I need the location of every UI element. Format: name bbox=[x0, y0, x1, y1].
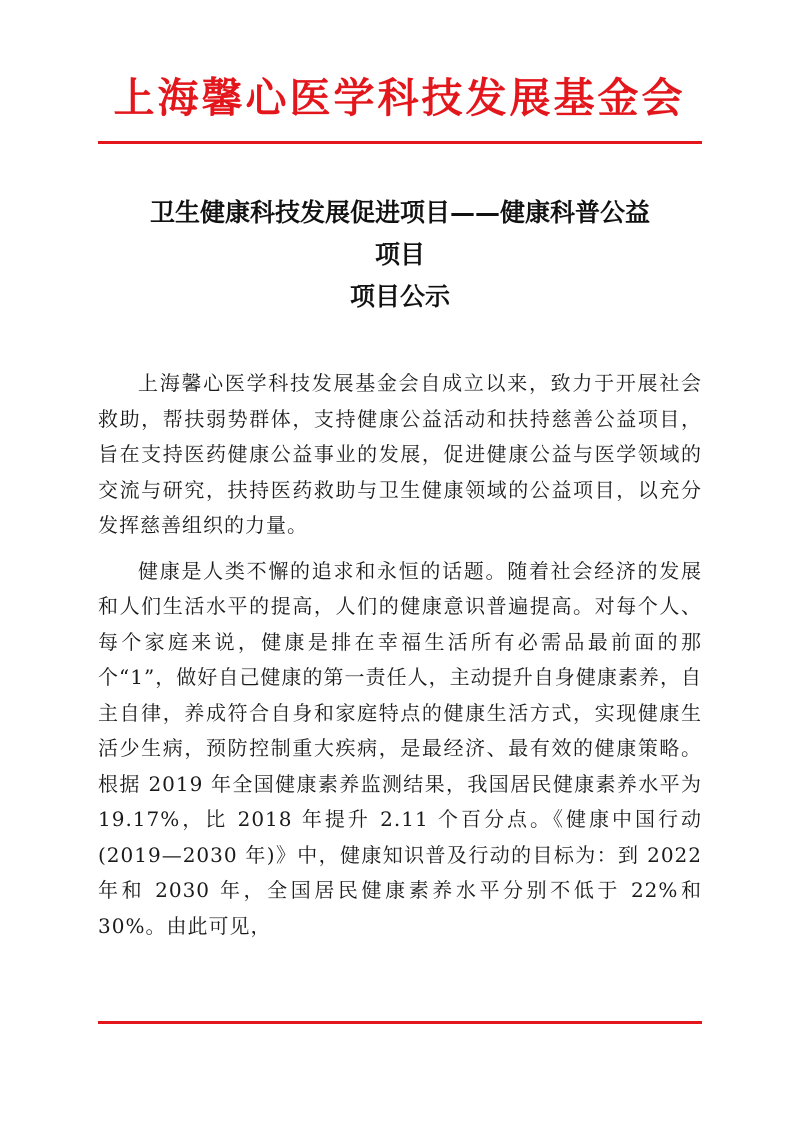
organization-header: 上海馨心医学科技发展基金会 bbox=[113, 74, 686, 122]
title-line-1: 卫生健康科技发展促进项目——健康科普公益 bbox=[149, 198, 650, 227]
paragraph-2: 健康是人类不懈的追求和永恒的话题。随着社会经济的发展和人们生活水平的提高，人们的健康意识普遍提高。对每个人、每个家庭来说，健康是排在幸福生活所有必需品最前面的那个“1”，做好自己健康的第一责任人，主动提升自身健康素养，自主自律，养成符合自身和家庭特点的健康生活方式，实现健康生活少生病，预防控制重大疾病，是最经济、最有效的健康策略。根据 2019 年全国健康素养监测结果，我国居民健康素养水平为 19.17%，比 2018 年提升 2.11 个百分点。《健康中国行动(2019—2030 年)》中，健康知识普及行动的目标为：到 2022 年和 2030 年，全国居民健康素养水平分别不低于 22%和 30%。由此可见， bbox=[98, 558, 702, 938]
header-divider bbox=[98, 141, 702, 144]
document-body bbox=[98, 366, 702, 954]
footer-divider bbox=[98, 1021, 702, 1024]
document-title bbox=[98, 192, 702, 318]
title-line-2: 项目 bbox=[374, 240, 425, 269]
title-line-3: 项目公示 bbox=[349, 282, 450, 311]
paragraph-1: 上海馨心医学科技发展基金会自成立以来，致力于开展社会救助，帮扶弱势群体，支持健康公益活动和扶持慈善公益项目，旨在支持医药健康公益事业的发展，促进健康公益与医学领域的交流与研究，扶持医药救助与卫生健康领域的公益项目，以充分发挥慈善组织的力量。 bbox=[98, 371, 702, 537]
